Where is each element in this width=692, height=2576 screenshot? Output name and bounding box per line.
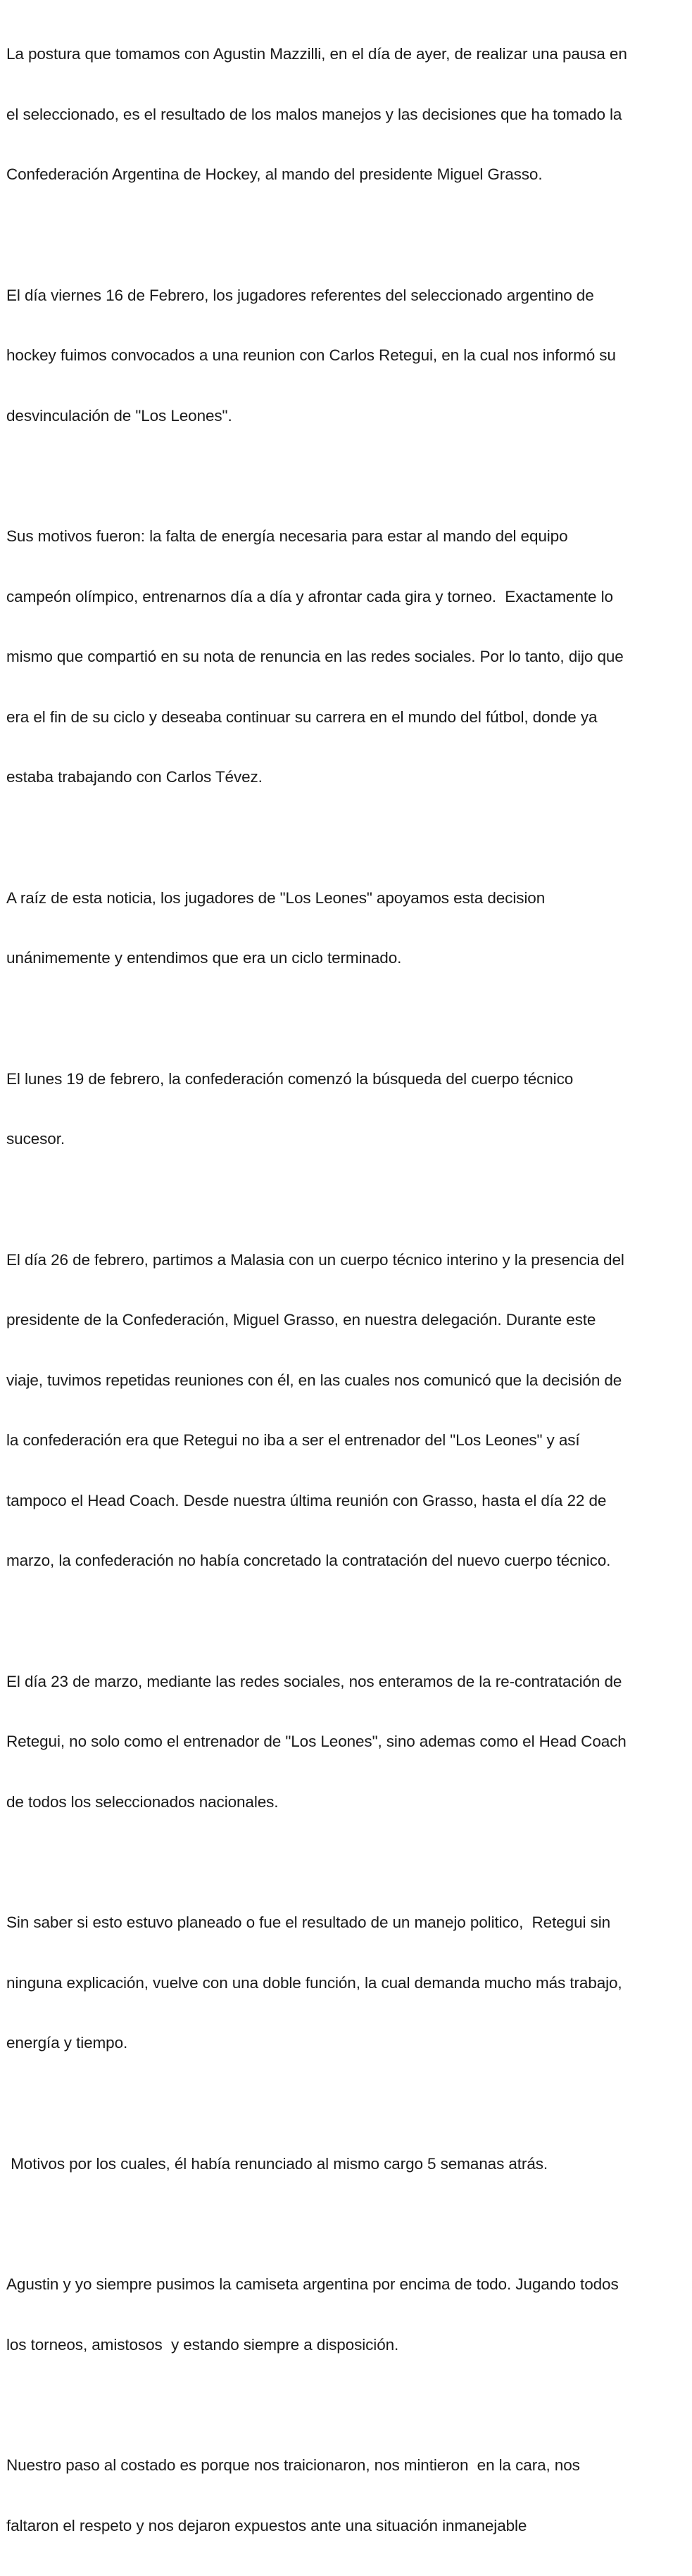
- text-line: La postura que tomamos con Agustin Mazzilli, en el día de ayer, de realizar una pausa en: [6, 45, 627, 63]
- text-line: El lunes 19 de febrero, la confederación comenzó la búsqueda del cuerpo técnico: [6, 1069, 574, 1088]
- text-line: estaba trabajando con Carlos Tévez.: [6, 768, 263, 786]
- text-line: el seleccionado, es el resultado de los malos manejos y las decisiones que ha tomado la: [6, 105, 622, 123]
- text-line: Retegui, no solo como el entrenador de "Los Leones", sino ademas como el Head Coach: [6, 1733, 627, 1750]
- statement-document: [6, 4, 689, 2576]
- text-line: energía y tiempo.: [6, 2034, 128, 2052]
- text-line: era el fin de su ciclo y deseaba continuar su carrera en el mundo del fútbol, donde ya: [6, 708, 598, 726]
- paragraph-11: [6, 2415, 689, 2576]
- text-line: marzo, la confederación no había concretado la contratación del nuevo cuerpo técnico.: [6, 1552, 611, 1569]
- paragraph-7: [6, 1632, 689, 1853]
- text-line: Motivos por los cuales, él había renunciado al mismo cargo 5 semanas atrás.: [6, 2154, 548, 2173]
- paragraph-9: [6, 2114, 689, 2215]
- paragraph-4: [6, 848, 689, 1009]
- text-line: Sin saber si esto estuvo planeado o fue el resultado de un manejo politico, Retegui sin: [6, 1914, 611, 1931]
- text-line: Sus motivos fueron: la falta de energía necesaria para estar al mando del equipo: [6, 527, 568, 545]
- paragraph-3: [6, 486, 689, 828]
- text-line: hockey fuimos convocados a una reunion con Carlos Retegui, en la cual nos informó su: [6, 346, 616, 364]
- text-line: A raíz de esta noticia, los jugadores de "Los Leones" apoyamos esta decision: [6, 888, 546, 907]
- text-line: sucesor.: [6, 1130, 65, 1148]
- text-line: faltaron el respeto y nos dejaron expuestos ante una situación inmanejable: [6, 2516, 527, 2534]
- text-line: presidente de la Confederación, Miguel Grasso, en nuestra delegación. Durante este: [6, 1311, 596, 1328]
- text-line: los torneos, amistosos y estando siempre a disposición.: [6, 2335, 399, 2354]
- paragraph-5: [6, 1029, 689, 1190]
- text-line: campeón olímpico, entrenarnos día a día y afrontar cada gira y torneo. Exactamente lo: [6, 587, 613, 605]
- text-line: Confederación Argentina de Hockey, al mando del presidente Miguel Grasso.: [6, 165, 543, 183]
- paragraph-8: [6, 1873, 689, 2094]
- text-line: El día 26 de febrero, partimos a Malasia con un cuerpo técnico interino y la presencia del: [6, 1250, 624, 1269]
- text-line: viaje, tuvimos repetidas reuniones con él, en las cuales nos comunicó que la decisión de: [6, 1371, 622, 1389]
- text-line: de todos los seleccionados nacionales.: [6, 1792, 279, 1811]
- text-line: la confederación era que Retegui no iba a ser el entrenador del "Los Leones" y así: [6, 1431, 580, 1449]
- paragraph-6: [6, 1210, 689, 1611]
- text-line: Nuestro paso al costado es porque nos traicionaron, nos mintieron en la cara, nos: [6, 2456, 580, 2474]
- text-line: mismo que compartió en su nota de renuncia en las redes sociales. Por lo tanto, dijo que: [6, 648, 624, 665]
- paragraph-2: [6, 246, 689, 467]
- text-line: tampoco el Head Coach. Desde nuestra última reunión con Grasso, hasta el día 22 de: [6, 1491, 607, 1509]
- text-line: El día viernes 16 de Febrero, los jugadores referentes del seleccionado argentino de: [6, 286, 594, 304]
- text-line: desvinculación de "Los Leones".: [6, 406, 232, 425]
- text-line: unánimemente y entendimos que era un ciclo terminado.: [6, 949, 402, 967]
- text-line: ninguna explicación, vuelve con una doble función, la cual demanda mucho más trabajo,: [6, 1973, 622, 1992]
- text-line: Agustin y yo siempre pusimos la camiseta argentina por encima de todo. Jugando todos: [6, 2275, 619, 2293]
- text-line: El día 23 de marzo, mediante las redes sociales, nos enteramos de la re-contratación de: [6, 1672, 622, 1690]
- paragraph-1: [6, 4, 689, 225]
- paragraph-10: [6, 2235, 689, 2395]
